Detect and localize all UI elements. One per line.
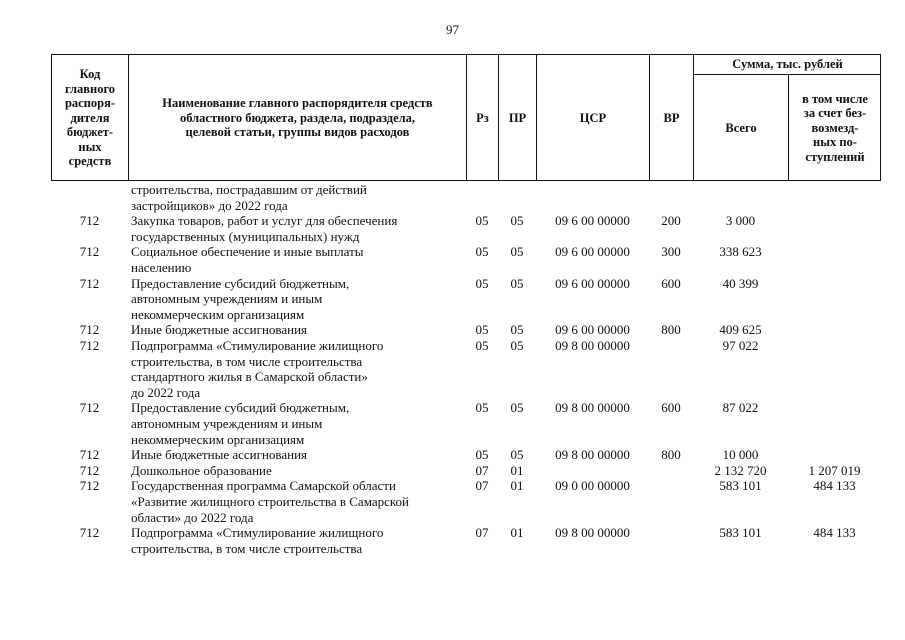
cell-rz: 05 — [475, 275, 489, 291]
cell-rz: 05 — [475, 322, 489, 338]
cell-csr: 09 8 00 00000 — [555, 447, 630, 463]
cell-total: 338 623 — [719, 244, 762, 260]
cell-name-line: населению — [131, 260, 192, 275]
header-incl: в том числе за счет без- возмезд- ных по- ступлений — [788, 74, 881, 181]
cell-vr: 600 — [661, 275, 681, 291]
cell-name-line: некоммерческим организациям — [131, 431, 305, 447]
cell-total: 3 000 — [725, 213, 756, 229]
cell-name-line: Предоставление субсидий бюджетным, — [131, 400, 350, 416]
header-sum: Сумма, тыс. рублей — [693, 54, 881, 74]
cell-code: 712 — [79, 338, 100, 353]
cell-name-line: Дошкольное образование — [131, 462, 272, 478]
header-code: Код главного распоря- дителя бюджет- ных средств — [51, 54, 128, 181]
cell-vr: 200 — [661, 213, 681, 229]
cell-pr: 01 — [510, 462, 524, 478]
cell-total: 583 101 — [719, 525, 762, 541]
cell-pr: 05 — [510, 244, 524, 260]
cell-csr: 09 6 00 00000 — [555, 322, 630, 338]
cell-code: 712 — [79, 462, 100, 478]
cell-total: 2 132 720 — [714, 462, 767, 478]
cell-code: 712 — [79, 244, 100, 260]
cell-name-line: строительства, в том числе строительства — [131, 353, 363, 369]
cell-csr: 09 8 00 00000 — [555, 400, 630, 416]
cell-vr: 600 — [661, 400, 681, 416]
cell-name-line: стандартного жилья в Самарской области» — [131, 369, 368, 385]
cell-name-line: автономным учреждениям и иным — [131, 291, 323, 307]
header-rz: Рз — [466, 54, 498, 181]
cell-csr: 09 6 00 00000 — [555, 213, 630, 229]
cell-name-line: Социальное обеспечение и иные выплаты — [131, 244, 364, 260]
header-right-border — [880, 54, 881, 181]
cell-rz: 05 — [475, 400, 489, 416]
cell-vr: 800 — [661, 447, 681, 463]
cell-rz: 05 — [475, 447, 489, 463]
cell-rz: 05 — [475, 213, 489, 229]
cell-rz: 07 — [475, 462, 489, 478]
cell-rz: 07 — [475, 525, 489, 541]
cell-csr: 09 8 00 00000 — [555, 525, 630, 541]
header-bottom-border — [51, 180, 881, 181]
cell-pr: 05 — [510, 447, 524, 463]
cell-total: 409 625 — [719, 322, 762, 338]
cell-code: 712 — [79, 400, 100, 416]
cell-total: 583 101 — [719, 478, 762, 494]
cell-incl: 484 133 — [813, 478, 856, 494]
cell-csr: 09 6 00 00000 — [555, 275, 630, 291]
cell-pr: 05 — [510, 338, 524, 353]
cell-total: 40 399 — [722, 275, 759, 291]
cell-name-line: Иные бюджетные ассигнования — [131, 447, 308, 463]
cell-incl: 484 133 — [813, 525, 856, 541]
cell-name-line: государственных (муниципальных) нужд — [131, 228, 360, 244]
cell-name-line: «Развитие жилищного строительства в Самарской — [131, 494, 409, 509]
cell-code: 712 — [79, 447, 100, 463]
cell-name-line: строительства, в том числе строительства — [131, 540, 363, 556]
cell-name-line: Предоставление субсидий бюджетным, — [131, 275, 350, 291]
cell-code: 712 — [79, 322, 100, 338]
cell-rz: 07 — [475, 478, 489, 494]
cell-pr: 01 — [510, 478, 524, 494]
cell-pr: 05 — [510, 400, 524, 416]
header-vr: ВР — [649, 54, 693, 181]
cell-code: 712 — [79, 478, 100, 494]
cell-pr: 01 — [510, 525, 524, 541]
cell-total: 10 000 — [722, 447, 759, 463]
cell-name-line: строительства, пострадавшим от действий — [131, 182, 367, 197]
header-csr: ЦСР — [536, 54, 649, 181]
cell-total: 97 022 — [722, 338, 759, 353]
cell-vr: 300 — [661, 244, 681, 260]
page-number: 97 — [446, 22, 459, 37]
cell-name-line: Подпрограмма «Стимулирование жилищного — [131, 525, 384, 541]
cell-name-line: области» до 2022 года — [131, 509, 254, 525]
cell-name-line: Подпрограмма «Стимулирование жилищного — [131, 338, 384, 353]
cell-csr: 09 6 00 00000 — [555, 244, 630, 260]
cell-rz: 05 — [475, 338, 489, 353]
cell-pr: 05 — [510, 275, 524, 291]
cell-code: 712 — [79, 275, 100, 291]
cell-name-line: до 2022 года — [131, 384, 201, 400]
cell-code: 712 — [79, 213, 100, 229]
cell-name-line: автономным учреждениям и иным — [131, 416, 323, 431]
table-header — [51, 54, 881, 181]
cell-name-line: Иные бюджетные ассигнования — [131, 322, 308, 338]
cell-pr: 05 — [510, 213, 524, 229]
cell-pr: 05 — [510, 322, 524, 338]
cell-vr: 800 — [661, 322, 681, 338]
cell-total: 87 022 — [722, 400, 759, 416]
header-pr: ПР — [498, 54, 536, 181]
cell-incl: 1 207 019 — [808, 462, 861, 478]
cell-name-line: застройщиков» до 2022 года — [131, 197, 288, 213]
cell-code: 712 — [79, 525, 100, 541]
header-total: Всего — [693, 74, 788, 181]
cell-name-line: Закупка товаров, работ и услуг для обеспечения — [131, 213, 398, 229]
cell-name-line: некоммерческим организациям — [131, 306, 305, 322]
cell-csr: 09 0 00 00000 — [555, 478, 630, 494]
header-name: Наименование главного распорядителя средств областного бюджета, раздела, подраздела, целевой статьи, группы видов расходов — [128, 54, 466, 181]
cell-name-line: Государственная программа Самарской области — [131, 478, 396, 494]
cell-rz: 05 — [475, 244, 489, 260]
cell-csr: 09 8 00 00000 — [555, 338, 630, 353]
